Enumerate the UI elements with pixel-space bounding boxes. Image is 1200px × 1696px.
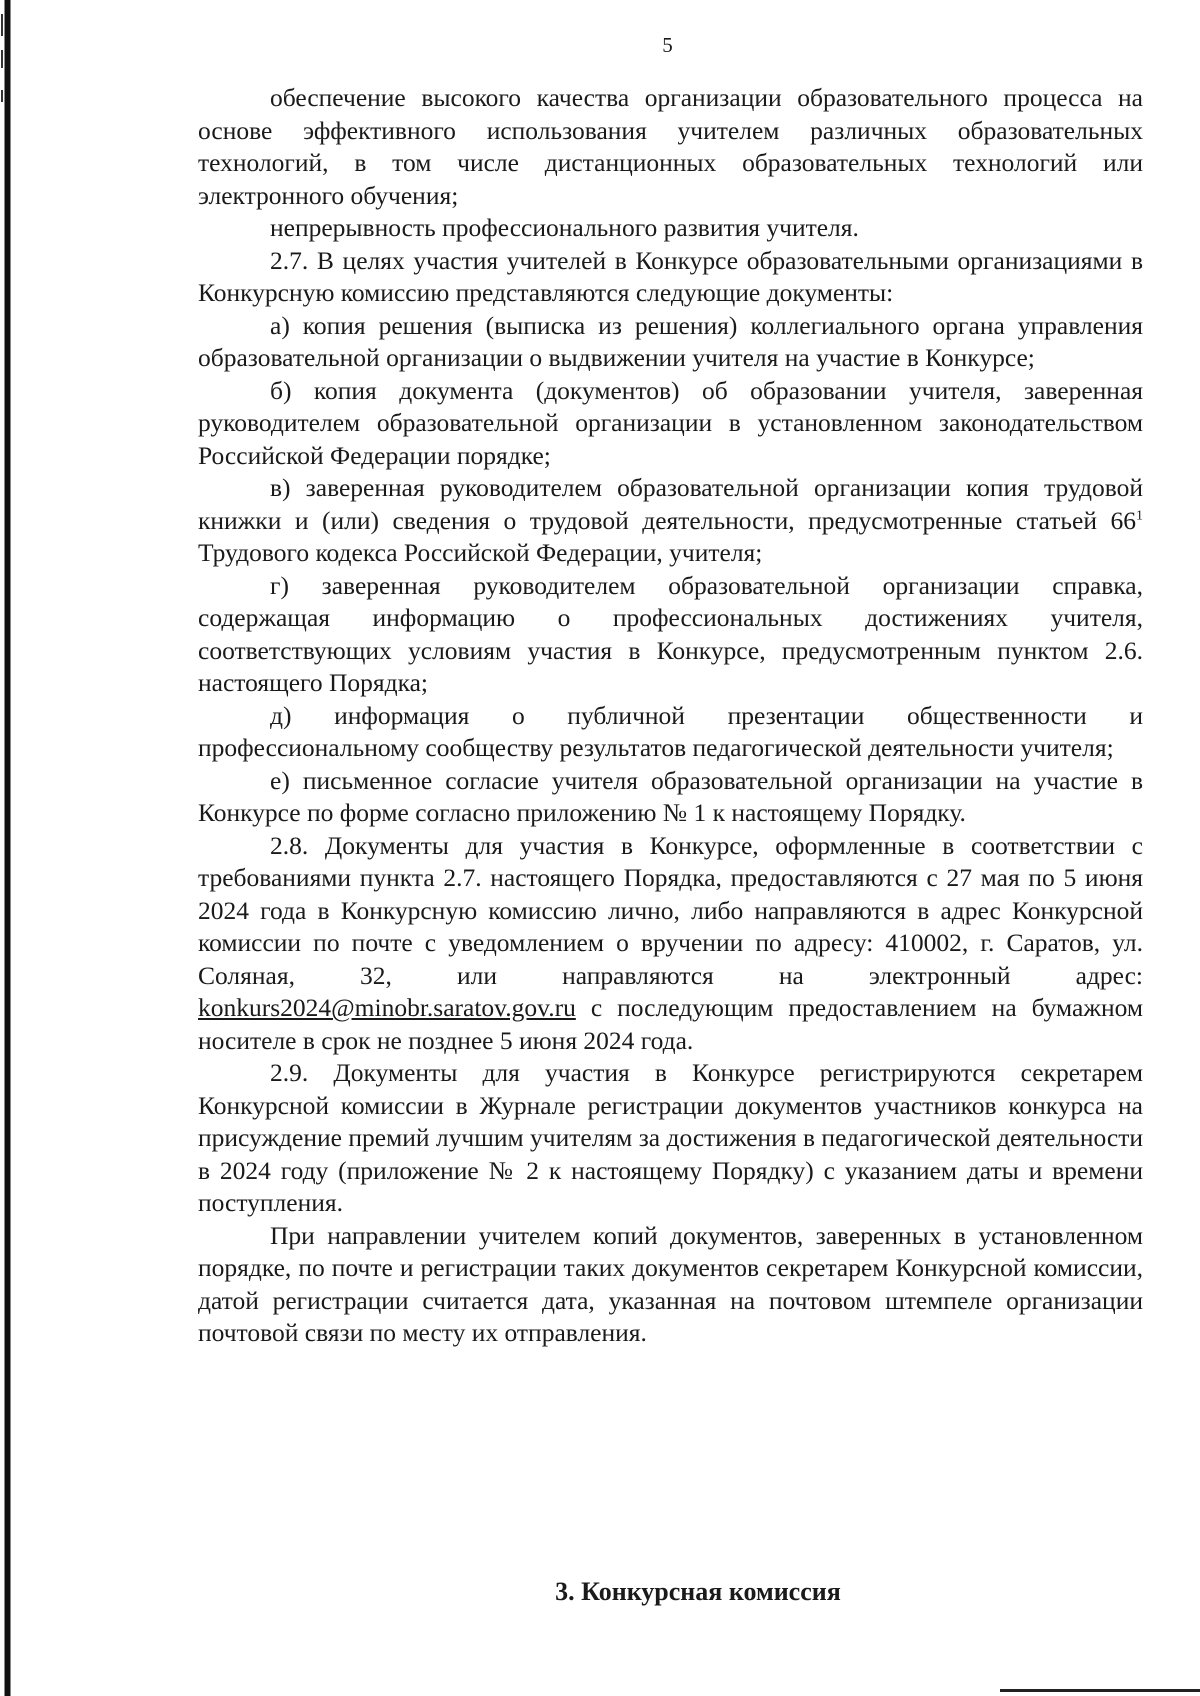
paragraph: 2.7. В целях участия учителей в Конкурсе образовательными организациями в Конкурсную комиссию представляются следующие документы: — [198, 245, 1143, 307]
paragraph — [198, 830, 1143, 1058]
document-body — [198, 82, 1143, 1350]
paragraph-text: 2.8. Документы для участия в Конкурсе, оформленные в соответствии с требованиями пункта 2.7. настоящего Порядка, предоставляются с 27 мая по 5 июня 2024 года в Конкурсную комиссию лично, либо направляются в адрес Конкурсной комиссии по почте с уведомлением о вручении по адресу: 410002, г. Саратов, ул. Соляная, 32, или направляются на электронный адрес: — [198, 830, 1143, 990]
paragraph: е) письменное согласие учителя образовательной организации на участие в Конкурсе по форме согласно приложению № 1 к настоящему Порядку. — [198, 765, 1143, 827]
page-number: 5 — [662, 33, 673, 57]
footnote-superscript: 1 — [1136, 508, 1143, 523]
paragraph: обеспечение высокого качества организации образовательного процесса на основе эффективного использования учителем различных образовательных технологий, в том числе дистанционных образовательных технологий или электронного обучения; — [198, 83, 1143, 210]
paragraph-text: с последующим предоставлением на бумажном носителе в срок не позднее 5 июня 2024 года. — [198, 993, 1143, 1055]
email-link[interactable]: konkurs2024@minobr.saratov.gov.ru — [198, 993, 576, 1022]
section-heading: 3. Конкурсная комиссия — [555, 1577, 841, 1606]
paragraph: б) копия документа (документов) об образовании учителя, заверенная руководителем образовательной организации в установленном законодательством Российской Федерации порядке; — [198, 375, 1143, 470]
scan-bottom-rule — [1000, 1689, 1200, 1692]
paragraph: непрерывность профессионального развития учителя. — [270, 213, 859, 242]
paragraph — [198, 472, 1143, 570]
paragraph-text: Трудового кодекса Российской Федерации, учителя; — [198, 538, 763, 567]
paragraph: При направлении учителем копий документов, заверенных в установленном порядке, по почте и регистрации таких документов секретарем Конкурсной комиссии, датой регистрации считается дата, указанная на почтовом штемпеле организации почтовой связи по месту их отправления. — [198, 1220, 1143, 1347]
paragraph-text: в) заверенная руководителем образовательной организации копия трудовой книжки и (или) сведения о трудовой деятельности, предусмотренные статьей 66 — [198, 473, 1143, 535]
paragraph: г) заверенная руководителем образовательной организации справка, содержащая информацию о профессиональных достижениях учителя, соответствующих условиям участия в Конкурсе, предусмотренным пунктом 2.6. настоящего Порядка; — [198, 570, 1143, 697]
scan-binding-edge — [0, 0, 22, 1696]
scan-binding-mark — [1, 90, 3, 102]
paragraph: 2.9. Документы для участия в Конкурсе регистрируются секретарем Конкурсной комиссии в Журнале регистрации документов участников конкурса на присуждение премий лучшим учителям за достижения в педагогической деятельности в 2024 году (приложение № 2 к настоящему Порядку) с указанием даты и времени поступления. — [198, 1058, 1143, 1217]
paragraph: д) информация о публичной презентации общественности и профессиональному сообществу результатов педагогической деятельности учителя; — [198, 700, 1143, 762]
paragraph: а) копия решения (выписка из решения) коллегиального органа управления образовательной организации о выдвижении учителя на участие в Конкурсе; — [198, 310, 1143, 372]
